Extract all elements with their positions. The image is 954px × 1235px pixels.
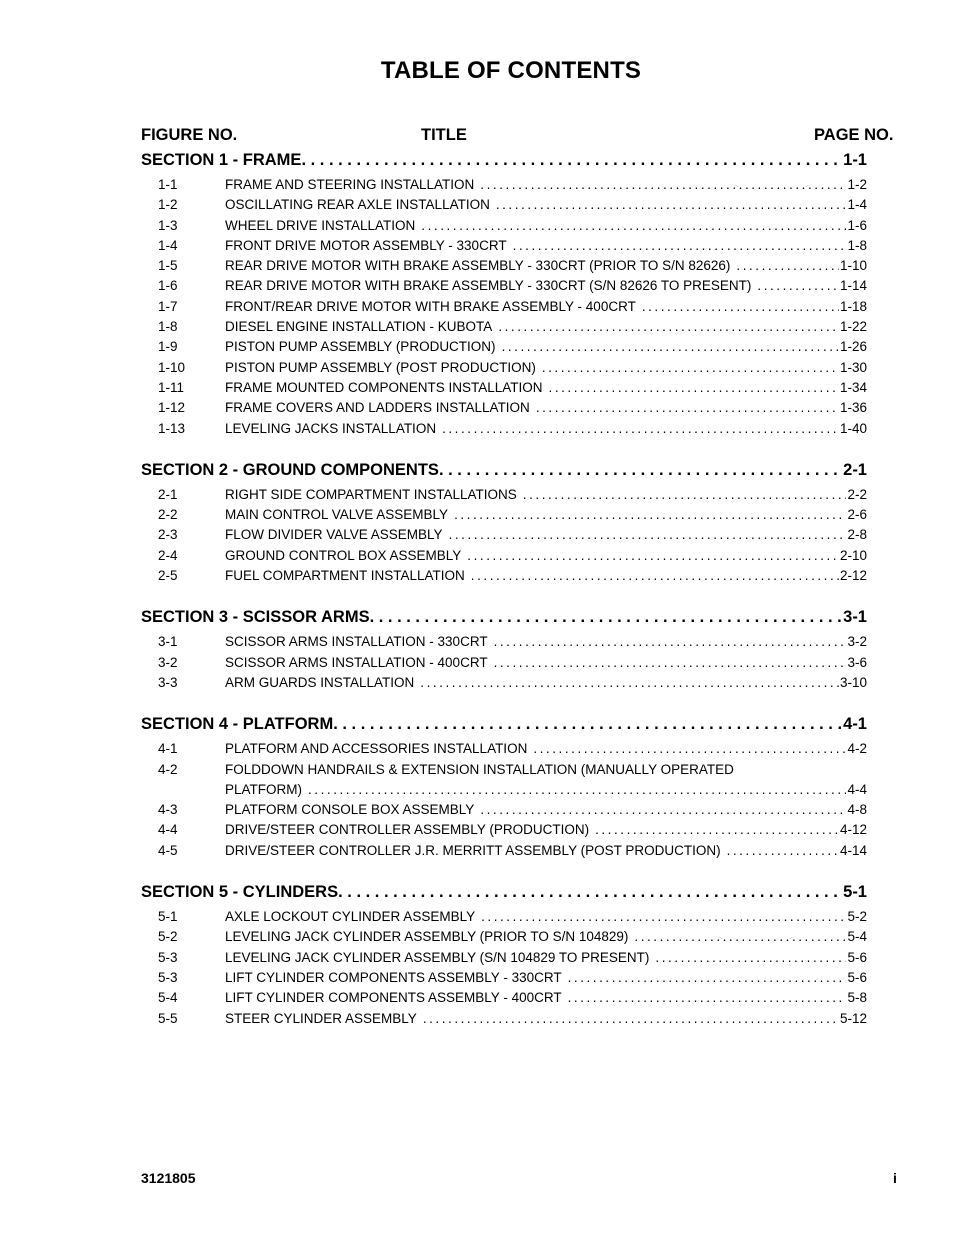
entry-list xyxy=(141,632,867,693)
entry-title: LIFT CYLINDER COMPONENTS ASSEMBLY - 330CRT xyxy=(225,969,562,985)
entry-title: DRIVE/STEER CONTROLLER J.R. MERRITT ASSEMBLY (POST PRODUCTION) xyxy=(225,842,721,858)
entry-title: PLATFORM AND ACCESSORIES INSTALLATION xyxy=(225,741,528,757)
dot-leader xyxy=(492,317,839,337)
dot-leader xyxy=(490,195,847,215)
page-number: i xyxy=(893,1170,897,1186)
figure-number: 1-1 xyxy=(158,177,178,192)
toc-entry[interactable] xyxy=(141,317,867,337)
dot-leader xyxy=(562,968,847,988)
toc-entry[interactable] xyxy=(141,820,867,840)
entry-title: MAIN CONTROL VALVE ASSEMBLY xyxy=(225,507,449,523)
document-number: 3121805 xyxy=(141,1170,196,1186)
dot-leader xyxy=(527,739,846,759)
figure-number: 3-3 xyxy=(158,674,178,690)
entry-page: 5-6 xyxy=(847,949,867,965)
entry-title: WHEEL DRIVE INSTALLATION xyxy=(225,217,416,233)
entry-page: 1-10 xyxy=(839,258,867,274)
dot-leader xyxy=(636,297,839,317)
entry-title: OSCILLATING REAR AXLE INSTALLATION xyxy=(225,197,490,213)
toc-entry[interactable] xyxy=(141,419,867,439)
figure-number: 5-4 xyxy=(158,990,178,1006)
entry-title: FRAME AND STEERING INSTALLATION xyxy=(225,177,475,192)
section-label: SECTION 5 - CYLINDERS xyxy=(141,883,339,902)
entry-title: FOLDDOWN HANDRAILS & EXTENSION INSTALLATION (MANUALLY OPERATED xyxy=(225,761,734,777)
entry-page: 4-12 xyxy=(839,822,867,838)
entry-title: REAR DRIVE MOTOR WITH BRAKE ASSEMBLY - 330CRT (PRIOR TO S/N 82626) xyxy=(225,258,731,274)
figure-number: 5-3 xyxy=(158,949,178,965)
entry-title: DIESEL ENGINE INSTALLATION - KUBOTA xyxy=(225,319,493,335)
figure-number: 1-2 xyxy=(158,197,178,213)
entry-title: FRONT DRIVE MOTOR ASSEMBLY - 330CRT xyxy=(225,237,507,253)
entry-page: 1-4 xyxy=(847,197,867,213)
toc-entry[interactable] xyxy=(141,673,867,693)
dot-leader xyxy=(370,606,844,628)
toc-entry[interactable] xyxy=(141,505,867,525)
entry-title: FRAME COVERS AND LADDERS INSTALLATION xyxy=(225,400,530,416)
entry-page: 1-8 xyxy=(847,237,867,253)
figure-number: 1-3 xyxy=(158,217,178,233)
toc-entry[interactable] xyxy=(141,546,867,566)
entry-page: 1-26 xyxy=(839,339,867,355)
entry-page: 4-4 xyxy=(847,781,867,797)
toc-entry[interactable] xyxy=(141,358,867,378)
dot-leader xyxy=(465,566,839,586)
figure-number: 1-13 xyxy=(158,420,186,436)
section-label: SECTION 4 - PLATFORM xyxy=(141,715,334,734)
toc-entry[interactable] xyxy=(141,739,867,759)
toc-entry[interactable] xyxy=(141,632,867,652)
entry-title: PLATFORM CONSOLE BOX ASSEMBLY xyxy=(225,802,475,818)
toc-section xyxy=(141,459,867,586)
dot-leader xyxy=(461,546,839,566)
toc-entry[interactable] xyxy=(141,216,867,236)
entry-title: GROUND CONTROL BOX ASSEMBLY xyxy=(225,547,462,563)
dot-leader xyxy=(436,419,839,439)
entry-title: RIGHT SIDE COMPARTMENT INSTALLATIONS xyxy=(225,486,517,502)
figure-number: 5-2 xyxy=(158,929,178,945)
figure-number: 2-4 xyxy=(158,547,178,563)
dot-leader xyxy=(536,358,839,378)
toc-entry[interactable] xyxy=(141,236,867,256)
toc-entry[interactable] xyxy=(141,525,867,545)
entry-title: STEER CYLINDER ASSEMBLY xyxy=(225,1010,417,1026)
toc-entry[interactable] xyxy=(141,760,867,780)
dot-leader xyxy=(543,378,839,398)
dot-leader xyxy=(439,459,843,481)
entry-title: PLATFORM) xyxy=(225,781,302,797)
toc-entry[interactable] xyxy=(141,378,867,398)
figure-number: 1-4 xyxy=(158,237,178,253)
toc-entry[interactable] xyxy=(141,1009,867,1029)
dot-leader xyxy=(417,1009,839,1029)
dot-leader xyxy=(448,505,846,525)
figure-number: 5-3 xyxy=(158,969,178,985)
dot-leader xyxy=(475,907,846,927)
entry-page: 1-22 xyxy=(839,319,867,335)
section-page: 5-1 xyxy=(843,883,867,902)
section-heading[interactable] xyxy=(141,459,867,481)
figure-number: 2-3 xyxy=(158,527,178,543)
toc-entry[interactable] xyxy=(141,907,867,927)
toc-entry[interactable] xyxy=(141,337,867,357)
figure-number: 1-6 xyxy=(158,278,178,294)
figure-number: 4-3 xyxy=(158,802,178,818)
dot-leader xyxy=(562,988,847,1008)
entry-page: 1-14 xyxy=(839,278,867,294)
dot-leader xyxy=(496,337,839,357)
section-heading[interactable] xyxy=(141,606,867,628)
toc-list xyxy=(141,149,867,1049)
toc-entry[interactable] xyxy=(141,780,867,800)
entry-title: REAR DRIVE MOTOR WITH BRAKE ASSEMBLY - 330CRT (S/N 82626 TO PRESENT) xyxy=(225,278,752,294)
dot-leader xyxy=(301,149,843,171)
toc-entry[interactable] xyxy=(141,988,867,1008)
figure-number: 1-7 xyxy=(158,298,178,314)
entry-page: 1-30 xyxy=(839,359,867,375)
toc-entry[interactable] xyxy=(141,175,867,195)
entry-page: 2-12 xyxy=(839,568,867,584)
section-page: 3-1 xyxy=(843,608,867,627)
entry-list xyxy=(141,175,867,439)
dot-leader xyxy=(302,780,846,800)
dot-leader xyxy=(414,673,839,693)
entry-title: FUEL COMPARTMENT INSTALLATION xyxy=(225,568,465,584)
figure-number: 1-9 xyxy=(158,339,178,355)
entry-page: 2-10 xyxy=(839,547,867,563)
dot-leader xyxy=(338,881,843,903)
figure-number: 3-2 xyxy=(158,654,178,670)
toc-section xyxy=(141,881,867,1029)
entry-title: SCISSOR ARMS INSTALLATION - 400CRT xyxy=(225,654,488,670)
figure-number: 5-5 xyxy=(158,1010,178,1026)
entry-list xyxy=(141,907,867,1029)
entry-title: SCISSOR ARMS INSTALLATION - 330CRT xyxy=(225,634,488,650)
figure-number: 4-4 xyxy=(158,822,178,838)
page-no-header: PAGE NO. xyxy=(814,126,894,144)
entry-title: LEVELING JACK CYLINDER ASSEMBLY (S/N 104829 TO PRESENT) xyxy=(225,949,650,965)
entry-page: 4-2 xyxy=(847,741,867,757)
entry-page: 2-8 xyxy=(847,527,867,543)
figure-number: 1-11 xyxy=(158,379,185,395)
figure-number: 3-1 xyxy=(158,634,178,650)
section-label: SECTION 1 - FRAME xyxy=(141,151,302,169)
entry-title: DRIVE/STEER CONTROLLER ASSEMBLY (PRODUCTION) xyxy=(225,822,590,838)
figure-number: 1-5 xyxy=(158,258,178,274)
toc-entry[interactable] xyxy=(141,276,867,296)
figure-number: 4-5 xyxy=(158,842,178,858)
column-headers xyxy=(0,126,954,148)
entry-page: 1-40 xyxy=(839,420,867,436)
entry-title: FRONT/REAR DRIVE MOTOR WITH BRAKE ASSEMBLY - 400CRT xyxy=(225,298,636,314)
dot-leader xyxy=(443,525,847,545)
section-label: SECTION 2 - GROUND COMPONENTS xyxy=(141,460,439,479)
entry-page: 3-10 xyxy=(839,674,867,690)
entry-page: 5-2 xyxy=(847,909,867,925)
figure-no-header: FIGURE NO. xyxy=(141,126,238,144)
entry-page: 5-6 xyxy=(847,969,867,985)
figure-number: 5-1 xyxy=(158,909,178,925)
section-heading[interactable] xyxy=(141,713,867,735)
toc-entry[interactable] xyxy=(141,398,867,418)
figure-number: 4-2 xyxy=(158,761,178,777)
figure-number: 2-5 xyxy=(158,568,178,584)
dot-leader xyxy=(333,713,843,735)
toc-entry[interactable] xyxy=(141,297,867,317)
figure-number: 4-1 xyxy=(158,741,178,757)
toc-section xyxy=(141,713,867,861)
figure-number: 1-8 xyxy=(158,319,178,335)
dot-leader xyxy=(730,256,839,276)
entry-page: 1-34 xyxy=(839,379,867,395)
toc-entry[interactable] xyxy=(141,485,867,505)
dot-leader xyxy=(507,236,847,256)
dot-leader xyxy=(751,276,839,296)
entry-page: 4-14 xyxy=(839,842,867,858)
entry-page: 1-6 xyxy=(847,217,867,233)
dot-leader xyxy=(589,820,839,840)
entry-title: FRAME MOUNTED COMPONENTS INSTALLATION xyxy=(225,379,543,395)
toc-entry[interactable] xyxy=(141,653,867,673)
section-page: 2-1 xyxy=(843,460,867,479)
page-footer xyxy=(0,1170,954,1190)
figure-number: 2-1 xyxy=(158,486,178,502)
toc-entry[interactable] xyxy=(141,841,867,861)
entry-page: 5-12 xyxy=(839,1010,867,1026)
entry-title: PISTON PUMP ASSEMBLY (PRODUCTION) xyxy=(225,339,496,355)
dot-leader xyxy=(488,653,847,673)
dot-leader xyxy=(530,398,839,418)
entry-title: LIFT CYLINDER COMPONENTS ASSEMBLY - 400CRT xyxy=(225,990,562,1006)
dot-leader xyxy=(474,175,846,195)
entry-page: 2-6 xyxy=(847,507,867,523)
entry-page: 3-2 xyxy=(847,634,867,650)
toc-entry[interactable] xyxy=(141,968,867,988)
toc-entry[interactable] xyxy=(141,800,867,820)
dot-leader xyxy=(649,948,846,968)
entry-title: AXLE LOCKOUT CYLINDER ASSEMBLY xyxy=(225,909,476,925)
entry-page: 1-36 xyxy=(839,400,867,416)
toc-section xyxy=(141,149,867,439)
entry-title: LEVELING JACKS INSTALLATION xyxy=(225,420,437,436)
entry-page: 2-2 xyxy=(847,486,867,502)
dot-leader xyxy=(721,841,839,861)
toc-entry[interactable] xyxy=(141,195,867,215)
dot-leader xyxy=(517,485,847,505)
toc-entry[interactable] xyxy=(141,927,867,947)
toc-entry[interactable] xyxy=(141,948,867,968)
figure-number: 1-10 xyxy=(158,359,186,375)
entry-page: 4-8 xyxy=(847,802,867,818)
entry-title: FLOW DIVIDER VALVE ASSEMBLY xyxy=(225,527,443,543)
entry-title: LEVELING JACK CYLINDER ASSEMBLY (PRIOR TO S/N 104829) xyxy=(225,929,629,945)
entry-page: 1-18 xyxy=(839,298,867,314)
entry-title: ARM GUARDS INSTALLATION xyxy=(225,674,415,690)
entry-list xyxy=(141,739,867,861)
entry-list xyxy=(141,485,867,586)
figure-number: 2-2 xyxy=(158,507,178,523)
dot-leader xyxy=(474,800,846,820)
toc-entry[interactable] xyxy=(141,566,867,586)
section-heading[interactable] xyxy=(141,149,867,171)
dot-leader xyxy=(415,216,846,236)
entry-page: 3-6 xyxy=(847,654,867,670)
entry-title: PISTON PUMP ASSEMBLY (POST PRODUCTION) xyxy=(225,359,536,375)
figure-number: 1-12 xyxy=(158,400,186,416)
dot-leader xyxy=(488,632,847,652)
entry-page: 5-4 xyxy=(847,929,867,945)
section-label: SECTION 3 - SCISSOR ARMS xyxy=(141,608,370,627)
toc-entry[interactable] xyxy=(141,256,867,276)
section-page: 4-1 xyxy=(843,715,867,734)
page-title: TABLE OF CONTENTS xyxy=(380,57,642,84)
toc-section xyxy=(141,606,867,693)
dot-leader xyxy=(628,927,846,947)
section-heading[interactable] xyxy=(141,881,867,903)
section-page: 1-1 xyxy=(843,151,867,169)
entry-page: 5-8 xyxy=(847,990,867,1006)
entry-page: 1-2 xyxy=(847,177,867,192)
title-header: TITLE xyxy=(421,126,467,144)
